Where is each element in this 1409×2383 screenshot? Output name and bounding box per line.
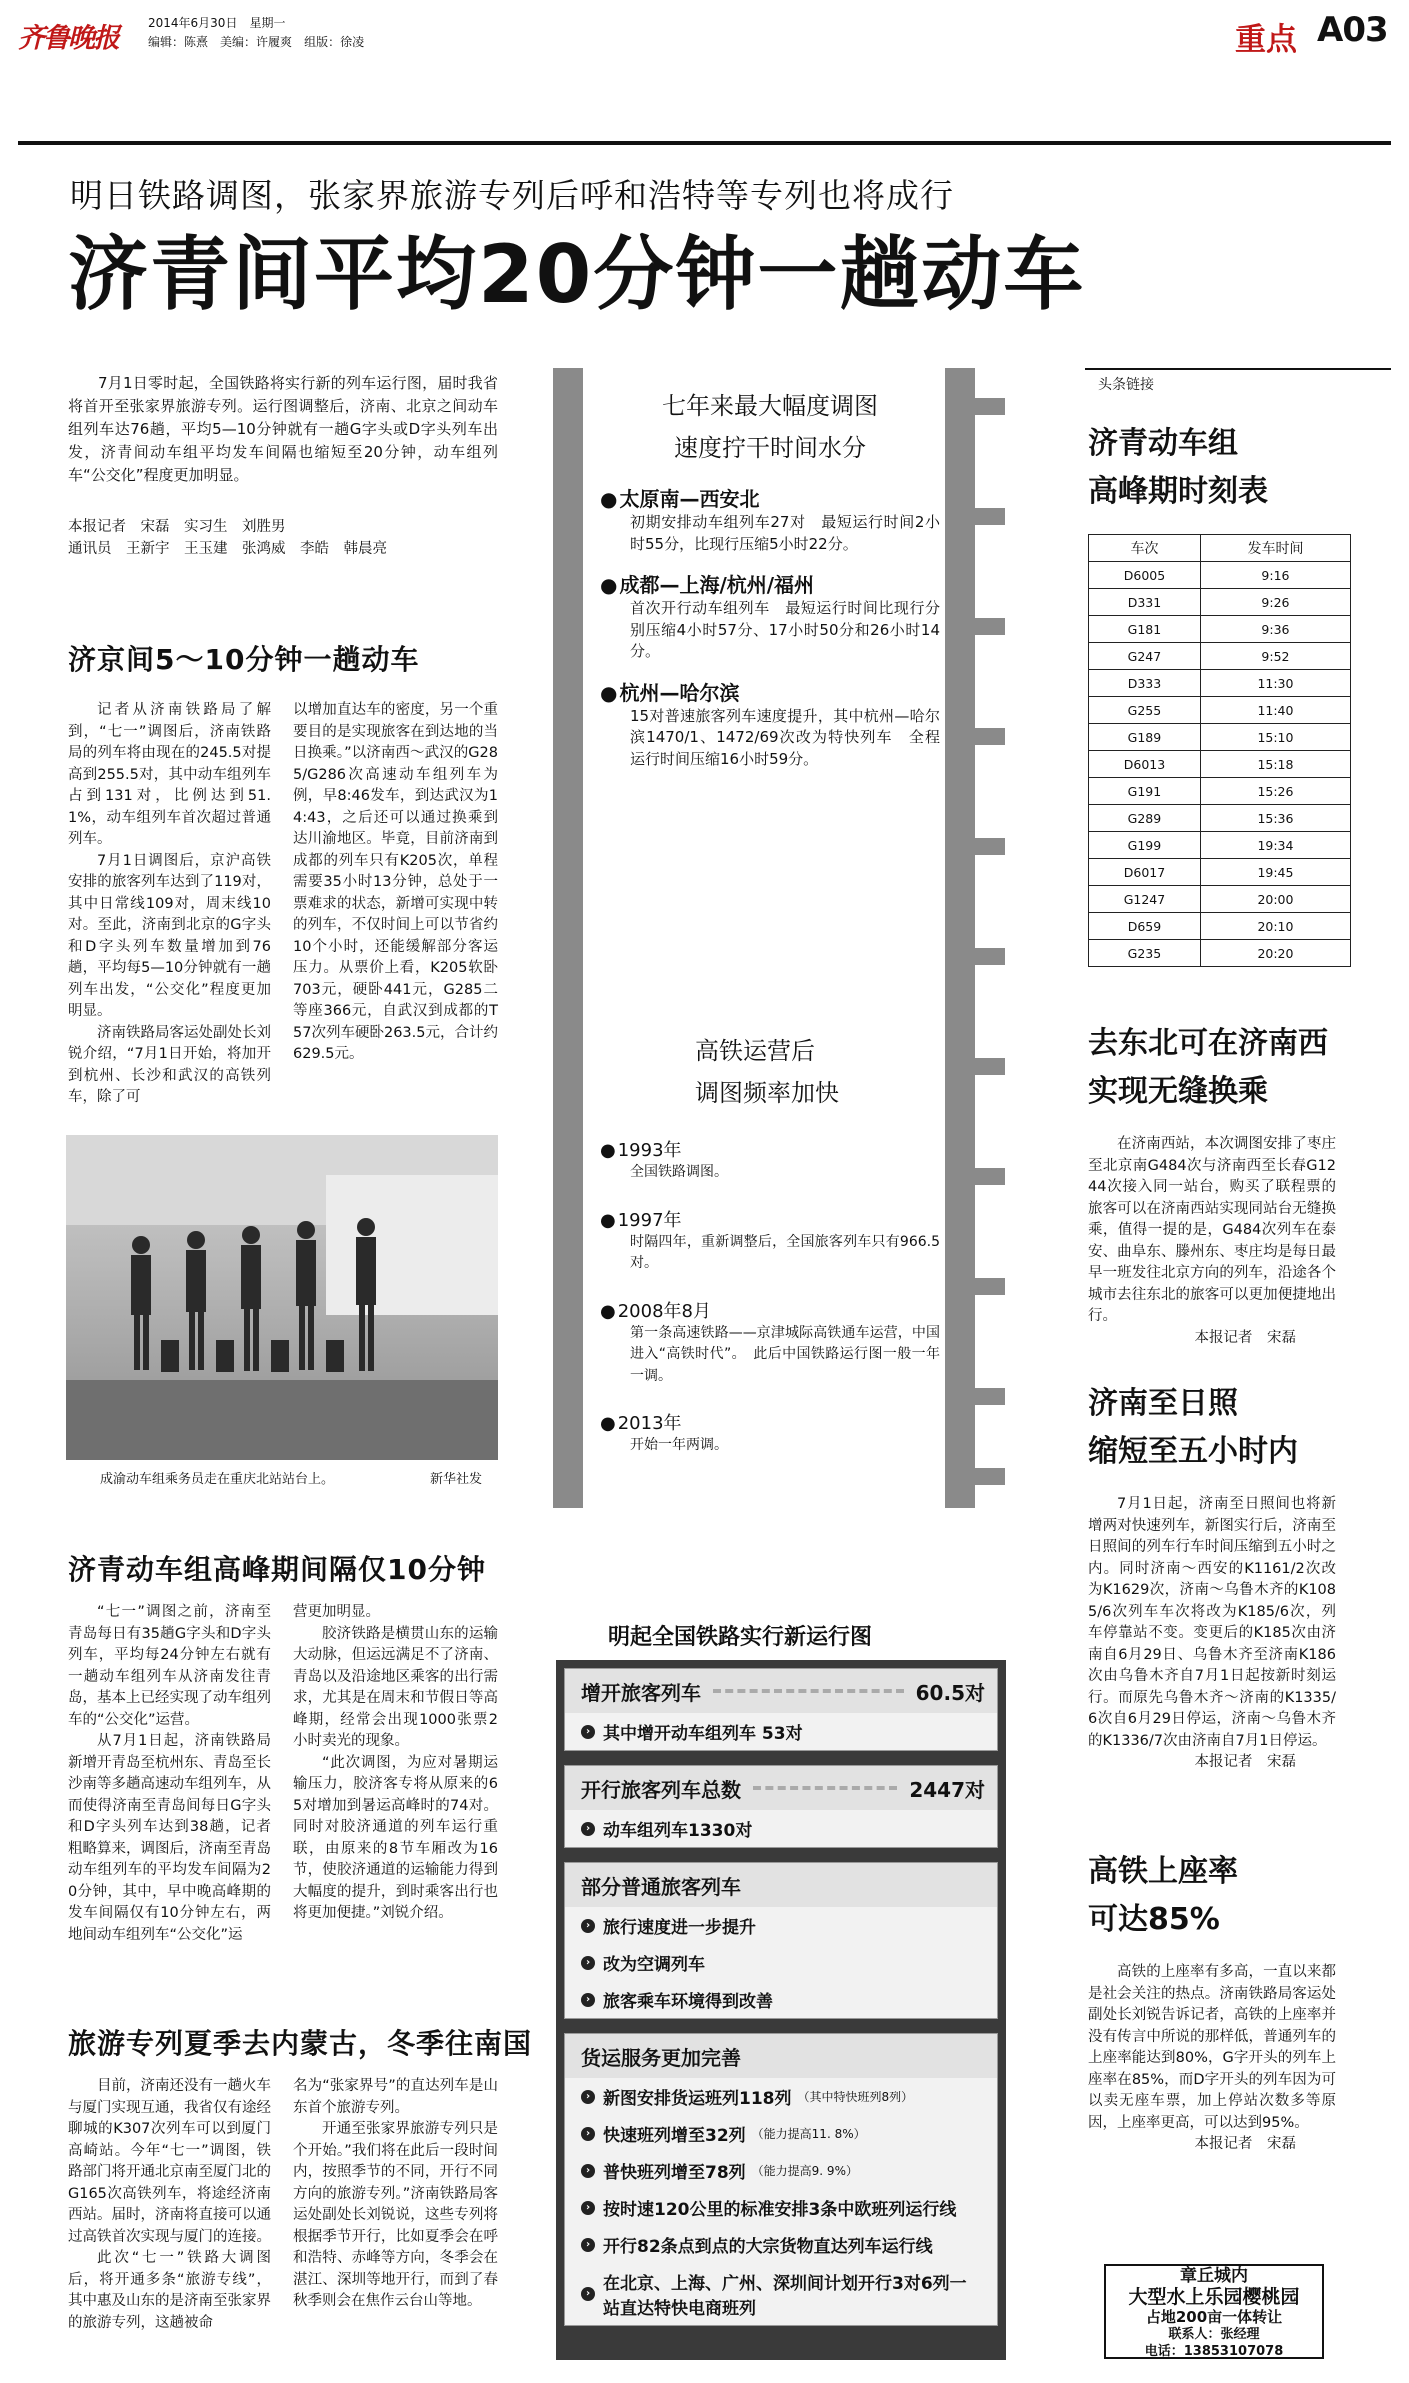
rail-text-upper xyxy=(600,385,940,770)
departure-time: 11:30 xyxy=(1200,670,1350,697)
sidebar-paragraph: 在济南西站，本次调图安排了枣庄至北京南G484次与济南西至长春G1244次接入同一站台，购买了联程票的旅客可以在济南西站实现同站台无缝换乘，值得一提的是，G484次列车在泰安、曲阜东、滕州东、枣庄均是每日最早一班发往北京方向的列车，沿途各个城市去往东北的旅客可以更加便捷地出行。 xyxy=(1088,1136,1336,1324)
train-number: D6017 xyxy=(1089,859,1201,886)
panel-box-item-text: 在北京、上海、广州、深圳间计划开行3对6列一站直达特快电商班列 xyxy=(603,2274,967,2319)
panel-box-freight xyxy=(564,2033,998,2326)
panel-box-item-text: 旅行速度进一步提升 xyxy=(603,1918,756,1938)
timetable-header: 车次 xyxy=(1089,535,1201,562)
sidebar-title: 去东北可在济南西 xyxy=(1088,1026,1328,1061)
timetable-row xyxy=(1089,913,1351,940)
departure-time: 9:16 xyxy=(1200,562,1350,589)
rail-item-body: 15对普速旅客列车速度提升，其中杭州—哈尔滨1470/1、1472/69次改为特快列车 全程运行时间压缩16小时59分。 xyxy=(630,706,940,768)
rail-year-body: 时隔四年，重新调整后，全国旅客列车只有966.5对。 xyxy=(630,1233,940,1271)
arrow-icon: › xyxy=(581,2201,595,2215)
rail-year xyxy=(600,1297,940,1388)
train-number: G247 xyxy=(1089,643,1201,670)
section2-para: “此次调图，为应对暑期运输压力，胶济客专将从原来的65对增加到暑运高峰时的74对。同时对胶济通道的列车运行重联，由原来的8节车厢改为16节，使胶济通道的运输能力得到大幅度的提升，到时乘客出行也将更加便捷。”刘锐介绍。 xyxy=(293,1754,498,1921)
panel-box-item xyxy=(565,2078,997,2115)
arrow-icon: › xyxy=(581,2164,595,2178)
sidebar-article-2 xyxy=(1088,1020,1336,1349)
section3-para: 目前，济南还没有一趟火车与厦门实现互通，我省仅有途经聊城的K307次列车可以到厦门高崎站。今年“七一”调图，铁路部门将开通北京南至厦门北的G165次高铁列车，将途经济南西站。届时，济南将直接可以通过高铁首次实现与厦门的连接。 xyxy=(68,2078,271,2245)
section2-para: 从7月1日起，济南铁路局新增开青岛至杭州东、青岛至长沙南等多趟高速动车组列车，从而使得济南至青岛间每日G字头和D字头列车达到38趟，记者粗略算来，调图后，济南至青岛动车组列车的平均发车间隔为20分钟，其中，早中晚高峰期的发车间隔仅有10分钟左右，两地间动车组列车“公交化”运 xyxy=(68,1733,271,1943)
panel xyxy=(556,1660,1006,2360)
sidebar-title: 实现无缝换乘 xyxy=(1088,1074,1268,1109)
lead-byline-2: 通讯员 王新宇 王玉建 张鸿威 李皓 韩晨亮 xyxy=(68,540,387,557)
rail-item-body: 初期安排动车组列车27对 最短运行时间2小时55分，比现行压缩5小时22分。 xyxy=(630,513,940,553)
panel-box-item xyxy=(565,1907,997,1944)
train-number: G255 xyxy=(1089,697,1201,724)
section-label: 重点 xyxy=(1235,22,1297,58)
rail-right xyxy=(945,368,975,1508)
timetable-row xyxy=(1089,724,1351,751)
proof-credit: 组版：徐凌 xyxy=(304,35,365,49)
sidebar-title: 高铁上座率 xyxy=(1088,1854,1238,1889)
rail-year-head: ● 2008年8月 xyxy=(600,1297,940,1323)
departure-time: 9:36 xyxy=(1200,616,1350,643)
photo-credit: 新华社发 xyxy=(430,1472,483,1487)
panel-box-item-note: （能力提高9. 9%） xyxy=(751,2164,858,2178)
panel-box-label: 部分普通旅客列车 xyxy=(581,1874,741,1899)
editor-credit: 编辑：陈熹 xyxy=(148,35,209,49)
issue-date: 2014年6月30日 xyxy=(148,16,238,30)
lead-article xyxy=(68,372,498,560)
section2-title: 济青动车组高峰期间隔仅10分钟 xyxy=(68,1553,486,1586)
panel-box-item xyxy=(565,2226,997,2263)
rail-item-head: ● 杭州—哈尔滨 xyxy=(600,677,940,706)
departure-time: 20:10 xyxy=(1200,913,1350,940)
arrow-icon: › xyxy=(581,1919,595,1933)
timetable-body xyxy=(1089,562,1351,967)
photo-caption: 成渝动车组乘务员走在重庆北站站台上。 xyxy=(100,1472,335,1487)
ad-line: 联系人：张经理 xyxy=(1168,2327,1260,2342)
rail-title-3: 高铁运营后 xyxy=(695,1037,815,1065)
sidebar-title: 济南至日照 xyxy=(1088,1386,1238,1421)
section3-col1 xyxy=(68,2076,271,2334)
rail-year xyxy=(600,1136,940,1184)
sidebar-byline: 本报记者 宋磊 xyxy=(1194,1754,1296,1770)
timetable-row xyxy=(1089,589,1351,616)
section1-para: 济南铁路局客运处副处长刘锐介绍，“7月1日开始，将加开到杭州、长沙和武汉的高铁列车，除了可 xyxy=(68,1024,271,1105)
rail-year xyxy=(600,1409,940,1457)
timetable-row xyxy=(1089,751,1351,778)
arrow-icon: › xyxy=(581,1956,595,1970)
timetable-row xyxy=(1089,859,1351,886)
sidebar-article-4 xyxy=(1088,1848,1336,2156)
train-number: D6005 xyxy=(1089,562,1201,589)
departure-time: 11:40 xyxy=(1200,697,1350,724)
issue-weekday: 星期一 xyxy=(249,16,286,30)
rail-year-body: 第一条高速铁路——京津城际高铁通车运营，中国进入“高铁时代”。 此后中国铁路运行图一般一年一调。 xyxy=(630,1324,940,1384)
lead-byline-1: 本报记者 宋磊 实习生 刘胜男 xyxy=(68,519,286,535)
rail-title-1: 七年来最大幅度调图 xyxy=(662,392,878,420)
panel-box-head xyxy=(565,1669,997,1713)
panel-box-head xyxy=(565,1766,997,1810)
panel-box-item-text: 按时速120公里的标准安排3条中欧班列运行线 xyxy=(603,2200,957,2220)
arrow-icon: › xyxy=(581,2238,595,2252)
arrow-icon: › xyxy=(581,2287,595,2301)
sidebar-byline: 本报记者 宋磊 xyxy=(1194,1329,1296,1346)
sidebar-paragraph: 高铁的上座率有多高，一直以来都是社会关注的热点。济南铁路局客运处副处长刘锐告诉记者，高铁的上座率并没有传言中所说的那样低，普通列车的上座率能达到80%，G字开头的列车上座率在85%，而D字开头的列车因为可以卖无座车票，加上停站次数多等原因，上座率更高，可以达到95%。 xyxy=(1088,1964,1336,2131)
rail-title-4: 调图频率加快 xyxy=(695,1079,839,1107)
departure-time: 9:26 xyxy=(1200,589,1350,616)
sidebar-top-rule xyxy=(1085,368,1391,370)
panel-box-item xyxy=(565,1810,997,1847)
section1-para: 7月1日调图后，京沪高铁安排的旅客列车达到了119对，其中日常线109对，周末线10对。至此，济南到北京的G字头和D字头列车数量增加到76趟，平均每5—10分钟就有一趟列车出发，“公交化”程度更加明显。 xyxy=(68,852,271,1019)
panel-box-item xyxy=(565,2263,997,2325)
section1-para: 以增加直达车的密度，另一个重要目的是实现旅客在到达地的当日换乘。”以济南西～武汉的G285/G286次高速动车组列车为例，早8:46发车，到达武汉为14:43，之后还可以通过换乘到达川渝地区。毕竟，目前济南到成都的列车只有K205次，单程需要35小时13分钟，总处于一票难求的状态，新增可实现中转的列车，不仅时间上可以节省约10个小时，还能缓解部分客运压力。从票价上看，K205软卧703元，硬卧441元，G285二等座366元，自武汉到成都的T57次列车硬卧263.5元，合计约629.5元。 xyxy=(293,702,498,1062)
section2-para: 胶济铁路是横贯山东的运输大动脉，但运远满足不了济南、青岛以及沿途地区乘客的出行需求，尤其是在周末和节假日等高峰期，经常会出现1000张票2小时卖光的现象。 xyxy=(293,1625,498,1749)
rail-title-2: 速度拧干时间水分 xyxy=(674,434,866,462)
train-number: D6013 xyxy=(1089,751,1201,778)
section3-para: 名为“张家界号”的直达列车是山东首个旅游专列。 xyxy=(293,2078,498,2116)
timetable-row xyxy=(1089,697,1351,724)
train-number: D333 xyxy=(1089,670,1201,697)
panel-box-item xyxy=(565,1944,997,1981)
rail-year-body: 全国铁路调图。 xyxy=(630,1164,728,1180)
sidebar-title: 可达85% xyxy=(1088,1902,1220,1937)
page-number: A03 xyxy=(1317,10,1388,50)
panel-box-label: 开行旅客列车总数 xyxy=(581,1777,741,1802)
timetable xyxy=(1088,534,1351,967)
arrow-icon: › xyxy=(581,2090,595,2104)
train-number: D331 xyxy=(1089,589,1201,616)
rail-item xyxy=(600,483,940,555)
panel-box-item xyxy=(565,2152,997,2189)
panel-title: 明起全国铁路实行新运行图 xyxy=(608,1625,873,1650)
panel-box-item-text: 普快班列增至78列 xyxy=(603,2163,746,2183)
rail-item xyxy=(600,569,940,663)
rail-item xyxy=(600,677,940,771)
arrow-icon: › xyxy=(581,1993,595,2007)
masthead-rule xyxy=(18,141,1391,145)
timetable-row xyxy=(1089,940,1351,967)
departure-time: 19:34 xyxy=(1200,832,1350,859)
departure-time: 15:26 xyxy=(1200,778,1350,805)
section1-para: 记者从济南铁路局了解到，“七一”调图后，济南铁路局的列车将由现在的245.5对提高到255.5对，其中动车组列车占到131对，比例达到51.1%，动车组列车首次超过普通列车。 xyxy=(68,702,271,847)
panel-box-item-text: 快速班列增至32列 xyxy=(603,2126,746,2146)
panel-box-item-text: 新图安排货运班列118列 xyxy=(603,2089,792,2109)
arrow-icon: › xyxy=(581,2127,595,2141)
section1-title: 济京间5～10分钟一趟动车 xyxy=(68,643,420,676)
train-number: G1247 xyxy=(1089,886,1201,913)
photo-illustration xyxy=(66,1135,498,1460)
classified-ad xyxy=(1104,2264,1324,2359)
panel-box-item-note: （其中特快班列8列） xyxy=(797,2090,914,2104)
timetable-row xyxy=(1089,805,1351,832)
section1-col2 xyxy=(293,700,498,1066)
train-number: D659 xyxy=(1089,913,1201,940)
panel-box-head xyxy=(565,2034,997,2078)
panel-box-item-text: 开行82条点到点的大宗货物直达列车运行线 xyxy=(603,2237,933,2257)
departure-time: 20:00 xyxy=(1200,886,1350,913)
panel-box-item-note: （能力提高11. 8%） xyxy=(751,2127,866,2141)
newspaper-logo: 齐鲁晚报 xyxy=(18,23,118,54)
departure-time: 20:20 xyxy=(1200,940,1350,967)
train-number: G189 xyxy=(1089,724,1201,751)
panel-box-item xyxy=(565,2115,997,2152)
departure-time: 15:18 xyxy=(1200,751,1350,778)
timetable-row xyxy=(1089,643,1351,670)
panel-box-regular-trains xyxy=(564,1862,998,2019)
headline-kicker: 明日铁路调图，张家界旅游专列后呼和浩特等专列也将成行 xyxy=(70,176,954,215)
section3-para: 此次“七一”铁路大调图后，将开通多条“旅游专线”，其中惠及山东的是济南至张家界的旅游专列，这趟被命 xyxy=(68,2250,271,2331)
masthead-meta xyxy=(148,14,448,52)
rail-year-head: ● 1997年 xyxy=(600,1206,940,1232)
section3-title: 旅游专列夏季去内蒙古，冬季往南国 xyxy=(68,2027,533,2060)
departure-time: 19:45 xyxy=(1200,859,1350,886)
rail-year xyxy=(600,1206,940,1275)
train-number: G235 xyxy=(1089,940,1201,967)
lead-paragraph: 7月1日零时起，全国铁路将实行新的列车运行图，届时我省将首开至张家界旅游专列。运行图调整后，济南、北京之间动车组列车达76趟，平均5—10分钟就有一趟G字头或D字头列车出发，济青间动车组平均发车间隔也缩短至20分钟，动车组列车“公交化”程度更加明显。 xyxy=(68,374,498,484)
art-credit: 美编：许履爽 xyxy=(220,35,293,49)
rail-year-head: ● 1993年 xyxy=(600,1136,940,1162)
panel-box-item xyxy=(565,2189,997,2226)
panel-box-new-trains xyxy=(564,1668,998,1751)
section2-col2 xyxy=(293,1602,498,1925)
timetable-row xyxy=(1089,778,1351,805)
section2-col1 xyxy=(68,1602,271,1946)
panel-box-item-text: 其中增开动车组列车 53对 xyxy=(603,1724,803,1744)
panel-box-total-trains xyxy=(564,1765,998,1848)
panel-box-item xyxy=(565,1713,997,1750)
departure-time: 15:10 xyxy=(1200,724,1350,751)
timetable-row xyxy=(1089,886,1351,913)
news-photo xyxy=(66,1135,498,1460)
rail-item-body: 首次开行动车组列车 最短运行时间比现行分别压缩4小时57分、17小时50分和26小时14分。 xyxy=(630,599,940,660)
sidebar-title: 高峰期时刻表 xyxy=(1088,474,1268,509)
arrow-icon: › xyxy=(581,1725,595,1739)
sidebar-title: 缩短至五小时内 xyxy=(1088,1434,1298,1469)
timetable-header: 发车时间 xyxy=(1200,535,1350,562)
train-number: G289 xyxy=(1089,805,1201,832)
arrow-icon: › xyxy=(581,1822,595,1836)
panel-box-head xyxy=(565,1863,997,1907)
panel-box-label: 增开旅客列车 xyxy=(581,1680,701,1705)
panel-box-item-text: 旅客乘车环境得到改善 xyxy=(603,1992,773,2012)
sidebar-title: 济青动车组 xyxy=(1088,426,1238,461)
rail-item-head: ● 成都—上海/杭州/福州 xyxy=(600,569,940,598)
timetable-row xyxy=(1089,562,1351,589)
section2-para: “七一”调图之前，济南至青岛每日有35趟G字头和D字头列车，平均每24分钟左右就有一趟动车组列车从济南发往青岛，基本上已经实现了动车组列车的“公交化”运营。 xyxy=(68,1604,271,1728)
train-number: G181 xyxy=(1089,616,1201,643)
timetable-row xyxy=(1089,616,1351,643)
ad-line: 电话：13853107078 xyxy=(1144,2344,1284,2359)
panel-box-value: 2447对 xyxy=(909,1777,985,1802)
sidebar-article-3 xyxy=(1088,1380,1336,1774)
sidebar-paragraph: 7月1日起，济南至日照间也将新增两对快速列车，新图实行后，济南至日照间的列车行车时间压缩到五小时之内。同时济南～西安的K1161/2次改为K1629次，济南～乌鲁木齐的K1085/6次列车车次将改为K185/6次，列车停靠站不变。变更后的K185次由济南自6月29日、乌鲁木齐至济南K186次由乌鲁木齐自7月1日起按新时刻运行。而原先乌鲁木齐～济南的K1335/6次自6月29日停运，济南～乌鲁木齐的K1336/7次由济南自7月1日停运。 xyxy=(1088,1496,1336,1749)
rail-item-head: ● 太原南—西安北 xyxy=(600,483,940,512)
sidebar-timetable-block xyxy=(1088,420,1351,967)
timetable-row xyxy=(1089,670,1351,697)
sidebar-tag: 头条链接 xyxy=(1090,374,1162,394)
panel-box-item-text: 动车组列车1330对 xyxy=(603,1821,753,1841)
section3-col2 xyxy=(293,2076,498,2313)
departure-time: 15:36 xyxy=(1200,805,1350,832)
timetable-row xyxy=(1089,832,1351,859)
departure-time: 9:52 xyxy=(1200,643,1350,670)
rail-year-body: 开始一年两调。 xyxy=(630,1437,728,1453)
panel-box-item xyxy=(565,1981,997,2018)
panel-box-label: 货运服务更加完善 xyxy=(581,2045,741,2070)
panel-box-value: 60.5对 xyxy=(915,1680,985,1705)
sidebar-byline: 本报记者 宋磊 xyxy=(1194,2136,1296,2152)
train-number: G199 xyxy=(1089,832,1201,859)
train-number: G191 xyxy=(1089,778,1201,805)
rail-year-head: ● 2013年 xyxy=(600,1409,940,1435)
panel-box-item-text: 改为空调列车 xyxy=(603,1955,705,1975)
rail-left xyxy=(553,368,583,1508)
section3-para: 开通至张家界旅游专列只是个开始。”我们将在此后一段时间内，按照季节的不同，开行不同方向的旅游专列。”济南铁路局客运处副处长刘锐说，这些专列将根据季节开行，比如夏季会在呼和浩特、赤峰等方向，冬季会在湛江、深圳等地开行，而到了春秋季则会在焦作云台山等地。 xyxy=(293,2121,498,2309)
ad-line: 大型水上乐园樱桃园 xyxy=(1128,2286,1300,2308)
ad-line: 占地200亩一体转让 xyxy=(1145,2308,1283,2326)
headline-title: 济青间平均20分钟一趟动车 xyxy=(68,228,1086,321)
rail-text-lower xyxy=(600,1030,940,1457)
section2-para: 营更加明显。 xyxy=(293,1604,380,1620)
ad-line: 章丘城内 xyxy=(1180,2266,1248,2286)
section1-col1 xyxy=(68,700,271,1109)
